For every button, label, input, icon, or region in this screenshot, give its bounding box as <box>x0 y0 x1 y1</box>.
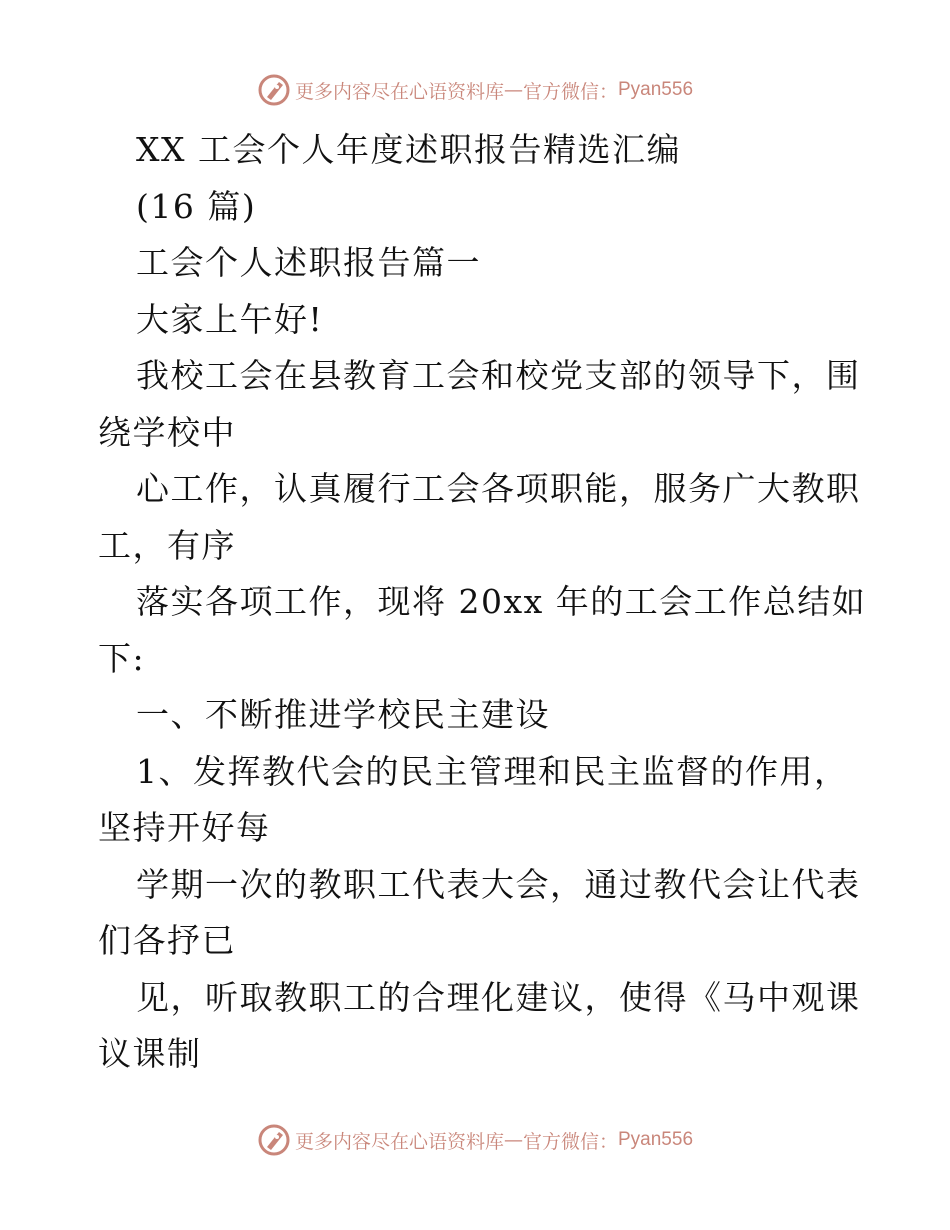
subsection-heading: 一、不断推进学校民主建设 <box>136 695 550 734</box>
paragraph-line: 议课制 <box>98 1034 202 1073</box>
greeting: 大家上午好! <box>136 299 324 339</box>
paragraph-line: 落实各项工作，现将 20xx 年的工会工作总结如 <box>136 582 867 621</box>
watermark-channel: 官方微信： <box>522 1130 618 1153</box>
paragraph-line: 坚持开好每 <box>98 808 271 847</box>
document-subtitle: (16 篇) <box>136 186 257 226</box>
watermark-header <box>0 70 950 110</box>
watermark-channel: 官方微信： <box>522 80 618 103</box>
watermark-id: Pyan556 <box>618 79 694 100</box>
paragraph-line: 心工作，认真履行工会各项职能，服务广大教职 <box>136 469 861 508</box>
watermark-id: Pyan556 <box>618 1129 694 1150</box>
paragraph-line: 1、发挥教代会的民主管理和民主监督的作用， <box>136 751 849 791</box>
paragraph-line: 学期一次的教职工代表大会，通过教代会让代表 <box>136 864 861 904</box>
paragraph-line: 们各抒已 <box>98 921 236 960</box>
watermark-dash: — <box>503 1129 523 1151</box>
section-heading: 工会个人述职报告篇一 <box>136 243 481 282</box>
pen-nib-circle-icon <box>257 73 291 107</box>
watermark-brand: 更多内容尽在心语资料库 <box>294 80 504 103</box>
pen-nib-circle-icon <box>257 1123 291 1157</box>
watermark-brand: 更多内容尽在心语资料库 <box>294 1130 504 1153</box>
paragraph-line: 见，听取教职工的合理化建议，使得《马中观课 <box>136 977 861 1017</box>
paragraph-line: 下: <box>98 638 146 678</box>
document-title: XX 工会个人年度述职报告精选汇编 <box>136 130 681 169</box>
paragraph-line: 我校工会在县教育工会和校党支部的领导下，围 <box>136 356 861 395</box>
document-body <box>98 122 867 1083</box>
paragraph-line: 绕学校中 <box>98 412 236 452</box>
watermark-dash: — <box>503 79 523 101</box>
paragraph-line: 工，有序 <box>98 525 236 565</box>
watermark-footer <box>0 1120 950 1160</box>
